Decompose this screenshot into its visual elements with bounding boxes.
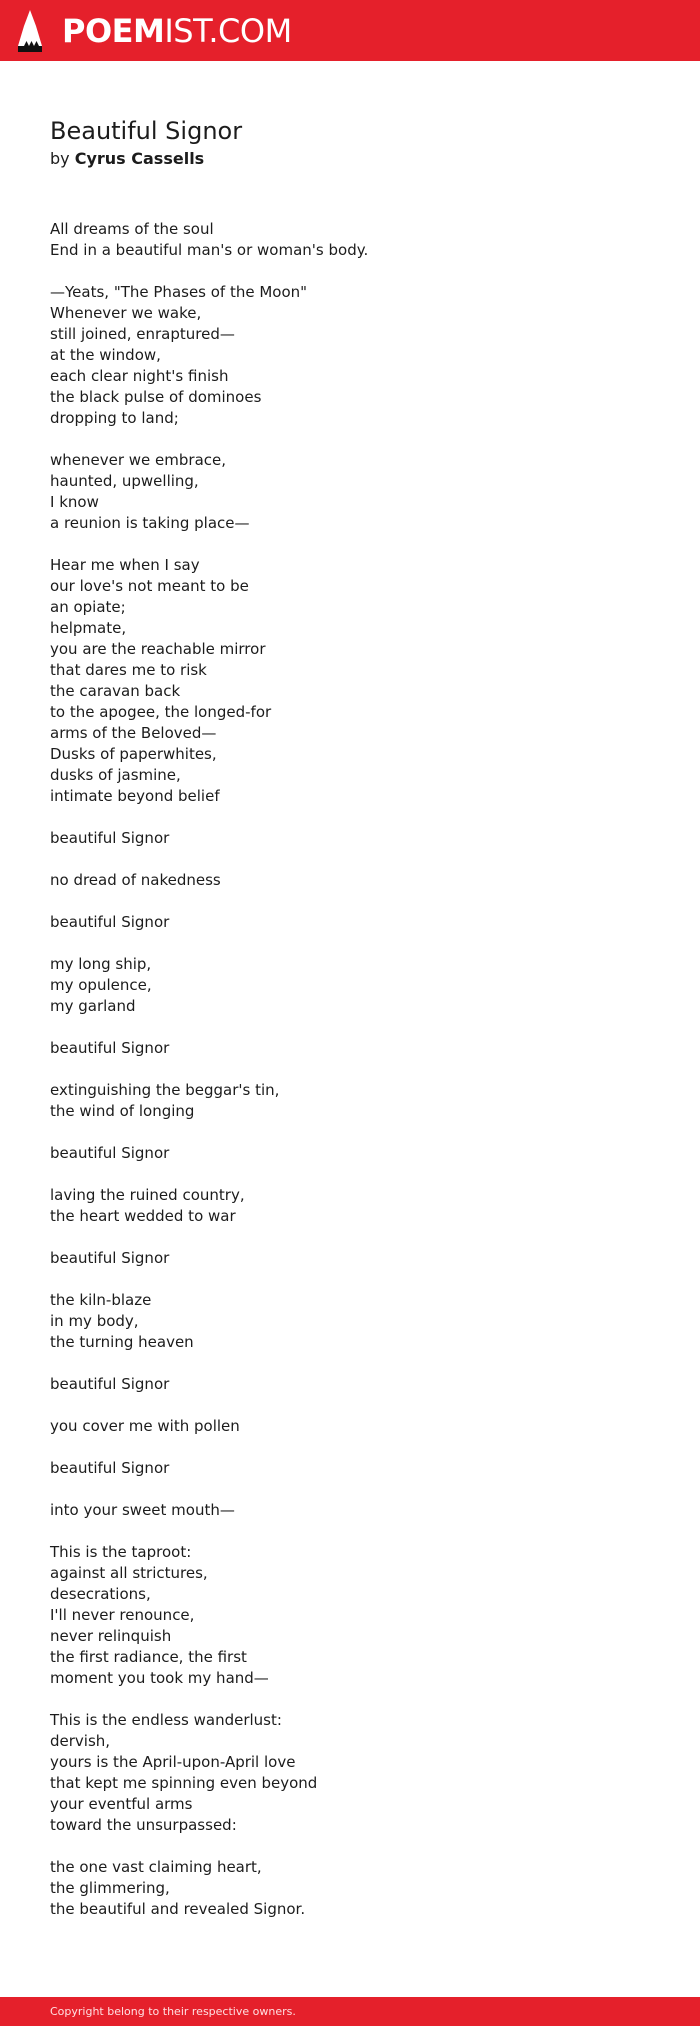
poem-line: intimate beyond belief	[50, 787, 220, 805]
stanza-break	[50, 1353, 650, 1374]
poem-line: This is the endless wanderlust:	[50, 1711, 282, 1729]
poem-line: at the window,	[50, 346, 161, 364]
stanza-break	[50, 849, 650, 870]
poem-line: beautiful Signor	[50, 1375, 170, 1393]
stanza-break	[50, 1269, 650, 1290]
logo-bold-text: POEM	[62, 12, 165, 50]
poem-line: I know	[50, 493, 99, 511]
poem-line: desecrations,	[50, 1585, 151, 1603]
poem-line: a reunion is taking place—	[50, 514, 250, 532]
poem-line: dusks of jasmine,	[50, 766, 181, 784]
poem-line: beautiful Signor	[50, 1039, 170, 1057]
copyright-text: Copyright belong to their respective owners.	[50, 2005, 296, 2018]
poem-line: that dares me to risk	[50, 661, 207, 679]
logo-light-text: IST.COM	[164, 12, 292, 50]
poem-line: you are the reachable mirror	[50, 640, 266, 658]
poem-line: —Yeats, "The Phases of the Moon"	[50, 283, 308, 301]
poem-line: the one vast claiming heart,	[50, 1858, 262, 1876]
poem-line: Whenever we wake,	[50, 304, 202, 322]
poem-line: against all strictures,	[50, 1564, 208, 1582]
stanza-break	[50, 1395, 650, 1416]
poem-line: whenever we embrace,	[50, 451, 227, 469]
poem-line: All dreams of the soul	[50, 220, 214, 238]
poem-line: in my body,	[50, 1312, 139, 1330]
poem-line: haunted, upwelling,	[50, 472, 199, 490]
poem-line: dropping to land;	[50, 409, 179, 427]
poem-line: my long ship,	[50, 955, 152, 973]
poem-line: you cover me with pollen	[50, 1417, 240, 1435]
poem-line: beautiful Signor	[50, 913, 170, 931]
poem-line: beautiful Signor	[50, 1249, 170, 1267]
poem-line: the turning heaven	[50, 1333, 194, 1351]
poem-line: beautiful Signor	[50, 829, 170, 847]
by-label: by	[50, 149, 70, 168]
site-logo-text	[62, 13, 292, 49]
poem-line: beautiful Signor	[50, 1144, 170, 1162]
poem-line: our love's not meant to be	[50, 577, 249, 595]
poem-line: the glimmering,	[50, 1879, 170, 1897]
poem-line: Hear me when I say	[50, 556, 200, 574]
poem-line: yours is the April-upon-April love	[50, 1753, 296, 1771]
stanza-break	[50, 1437, 650, 1458]
poem-body	[50, 219, 650, 1920]
poem-line: to the apogee, the longed-for	[50, 703, 272, 721]
stanza-break	[50, 891, 650, 912]
poem-byline	[50, 149, 204, 169]
poem-line: the caravan back	[50, 682, 181, 700]
poem-line: that kept me spinning even beyond	[50, 1774, 318, 1792]
stanza-break	[50, 1836, 650, 1857]
poem-line: the black pulse of dominoes	[50, 388, 262, 406]
poem-line: toward the unsurpassed:	[50, 1816, 237, 1834]
stanza-break	[50, 1227, 650, 1248]
poem-line: my opulence,	[50, 976, 152, 994]
poem-line: your eventful arms	[50, 1795, 193, 1813]
pencil-icon	[17, 10, 43, 52]
poem-line: never relinquish	[50, 1627, 172, 1645]
poem-title: Beautiful Signor	[50, 117, 243, 145]
stanza-break	[50, 1164, 650, 1185]
poem-line: the wind of longing	[50, 1102, 195, 1120]
poem-line: into your sweet mouth—	[50, 1501, 235, 1519]
site-header	[0, 0, 700, 61]
poem-line: each clear night's finish	[50, 367, 229, 385]
site-footer	[0, 1997, 700, 2026]
poem-line: This is the taproot:	[50, 1543, 192, 1561]
stanza-break	[50, 807, 650, 828]
stanza-break	[50, 933, 650, 954]
poem-line: arms of the Beloved—	[50, 724, 217, 742]
stanza-break	[50, 1017, 650, 1038]
poem-line: the beautiful and revealed Signor.	[50, 1900, 306, 1918]
poem-line: an opiate;	[50, 598, 126, 616]
poem-line: helpmate,	[50, 619, 127, 637]
stanza-break	[50, 534, 650, 555]
poem-line: laving the ruined country,	[50, 1186, 245, 1204]
author-name: Cyrus Cassells	[74, 149, 205, 168]
poem-line: dervish,	[50, 1732, 111, 1750]
poem-line: the kiln-blaze	[50, 1291, 152, 1309]
poem-line: moment you took my hand—	[50, 1669, 269, 1687]
poem-line: still joined, enraptured—	[50, 325, 235, 343]
poem-line: the heart wedded to war	[50, 1207, 236, 1225]
stanza-break	[50, 1059, 650, 1080]
poem-line: my garland	[50, 997, 136, 1015]
stanza-break	[50, 1689, 650, 1710]
poem-line: no dread of nakedness	[50, 871, 221, 889]
poem-line: extinguishing the beggar's tin,	[50, 1081, 280, 1099]
poem-line: I'll never renounce,	[50, 1606, 195, 1624]
poem-line: the first radiance, the first	[50, 1648, 247, 1666]
stanza-break	[50, 429, 650, 450]
stanza-break	[50, 1122, 650, 1143]
stanza-break	[50, 1521, 650, 1542]
stanza-break	[50, 1479, 650, 1500]
poem-line: beautiful Signor	[50, 1459, 170, 1477]
poem-line: End in a beautiful man's or woman's body.	[50, 241, 369, 259]
poem-line: Dusks of paperwhites,	[50, 745, 217, 763]
stanza-break	[50, 261, 650, 282]
